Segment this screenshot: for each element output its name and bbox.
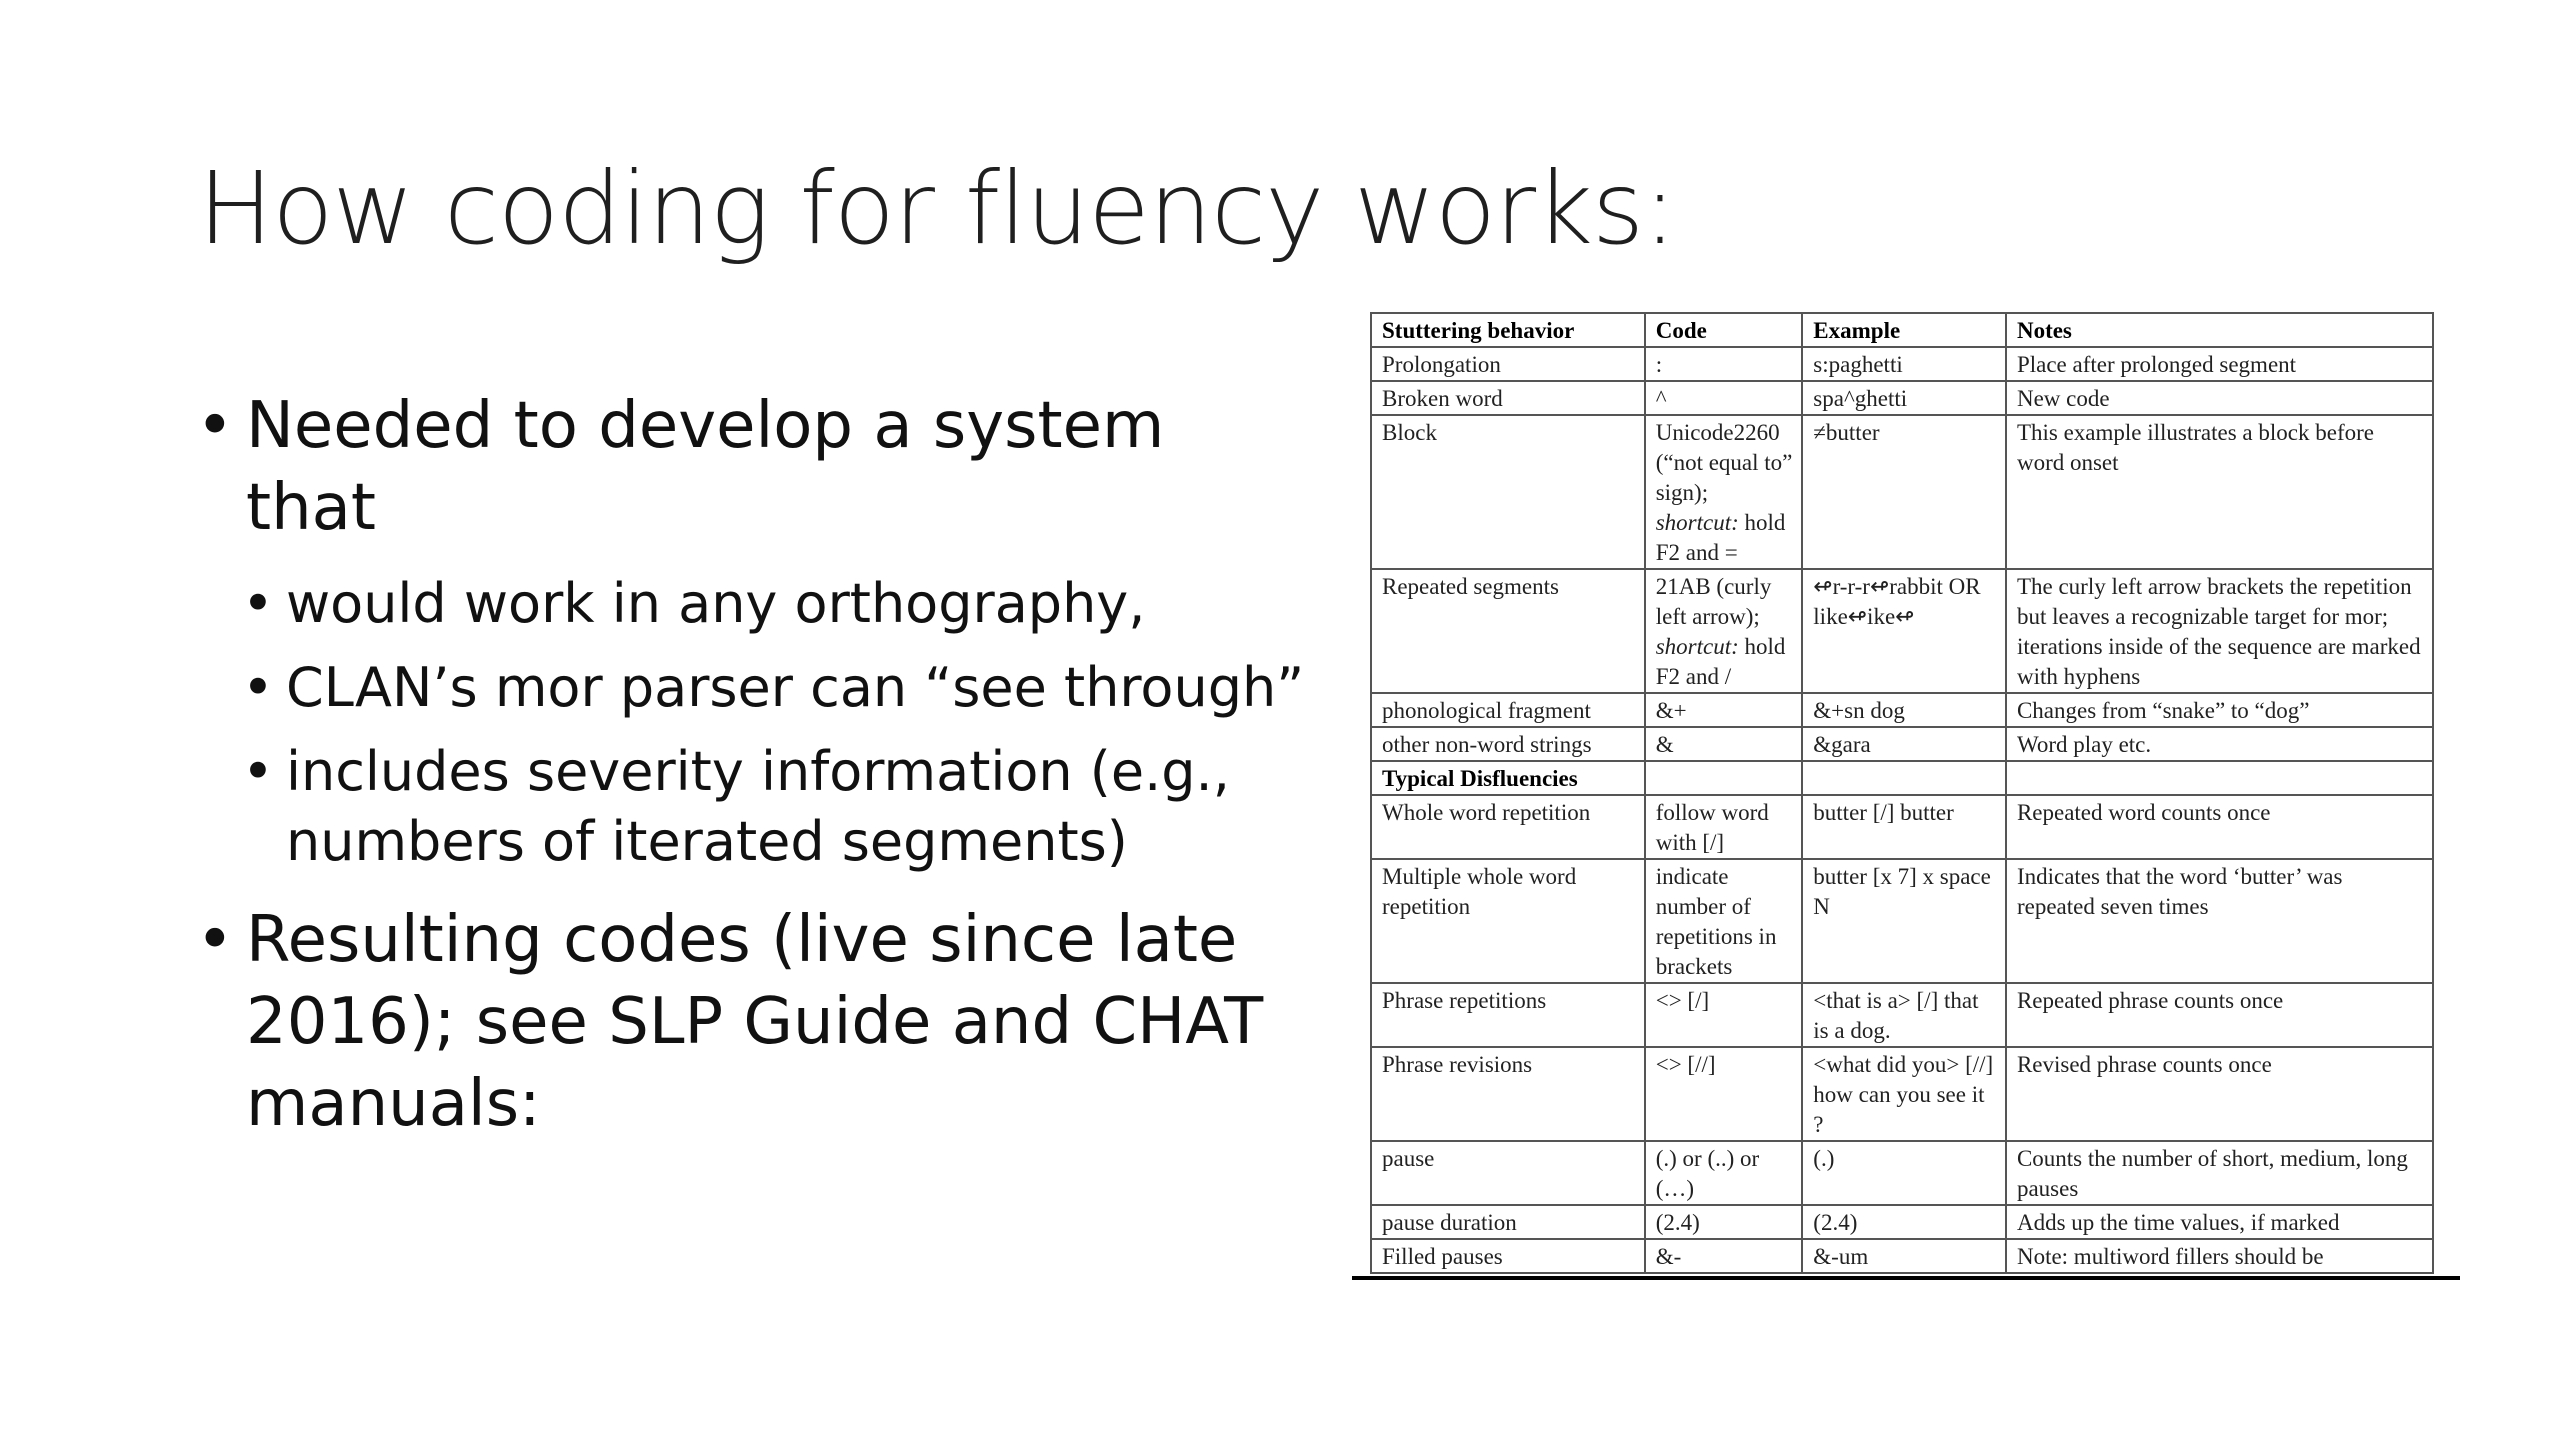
table-cell [1802,761,2006,795]
table-cell: Repeated word counts once [2006,795,2433,859]
bullet-dot-icon: • [242,740,274,803]
header-example: Example [1802,313,2006,347]
sub-bullet-item [190,737,1310,877]
bullet-item [190,385,1310,549]
table-cell [1645,761,1803,795]
table-cell: ^ [1645,381,1803,415]
table-cell: This example illustrates a block before word onset [2006,415,2433,569]
table-cell: Multiple whole word repetition [1371,859,1645,983]
table-cell: Phrase repetitions [1371,983,1645,1047]
bullet-dot-icon: • [196,389,234,463]
bullet-text: Resulting codes (live since late 2016); see SLP Guide and CHAT manuals: [246,903,1264,1141]
table-cell: (.) or (..) or (…) [1645,1141,1803,1205]
sub-bullet-text: would work in any orthography, [286,572,1146,635]
header-code: Code [1645,313,1803,347]
table-cell: butter [x 7] x space N [1802,859,2006,983]
table-row [1371,569,2433,693]
table-cell: Changes from “snake” to “dog” [2006,693,2433,727]
header-stuttering-behavior: Stuttering behavior [1371,313,1645,347]
sub-bullet-item [190,653,1310,723]
table-cell: Revised phrase counts once [2006,1047,2433,1141]
table-row [1371,727,2433,761]
bullet-item [190,899,1310,1145]
table-row [1371,761,2433,795]
table-cell: s:paghetti [1802,347,2006,381]
table-cell: <that is a> [/] that is a dog. [1802,983,2006,1047]
table-cell: & [1645,727,1803,761]
table-cell: New code [2006,381,2433,415]
sub-bullet-text: CLAN’s mor parser can “see through” [286,656,1305,719]
table-cell: The curly left arrow brackets the repetition but leaves a recognizable target for mor; iterations inside of the sequence are marked with hyphens [2006,569,2433,693]
table-cell: Whole word repetition [1371,795,1645,859]
bullet-dot-icon: • [242,656,274,719]
table-cell: 21AB (curly left arrow); shortcut: hold F2 and / [1645,569,1803,693]
table-cell: Adds up the time values, if marked [2006,1205,2433,1239]
table-cell: Unicode2260 (“not equal to” sign); shortcut: hold F2 and = [1645,415,1803,569]
table-cell: spa^ghetti [1802,381,2006,415]
sub-bullet-list [190,569,1310,877]
table-cell: Place after prolonged segment [2006,347,2433,381]
table-cell: Filled pauses [1371,1239,1645,1273]
table-cell: (.) [1802,1141,2006,1205]
table-cell: &+ [1645,693,1803,727]
table-cell: pause [1371,1141,1645,1205]
bullet-dot-icon: • [242,572,274,635]
table-cell: indicate number of repetitions in brackets [1645,859,1803,983]
table-cell: Indicates that the word ‘butter’ was repeated seven times [2006,859,2433,983]
table-cell: : [1645,347,1803,381]
table-cell: <> [//] [1645,1047,1803,1141]
table-row [1371,347,2433,381]
table-cell: phonological fragment [1371,693,1645,727]
table-cell: <> [/] [1645,983,1803,1047]
sub-bullet-item [190,569,1310,639]
table-cell: Repeated phrase counts once [2006,983,2433,1047]
table-cell: &-um [1802,1239,2006,1273]
table-cell: other non-word strings [1371,727,1645,761]
table-cell: Word play etc. [2006,727,2433,761]
fluency-codes-table [1370,312,2434,1274]
slide-title: How coding for fluency works: [198,150,1676,267]
codes-table-figure [1352,312,2460,1280]
header-notes: Notes [2006,313,2433,347]
table-bottom-rule [1352,1276,2460,1280]
table-cell: &+sn dog [1802,693,2006,727]
table-body [1371,347,2433,1273]
table-cell: &- [1645,1239,1803,1273]
table-cell: <what did you> [//] how can you see it ? [1802,1047,2006,1141]
table-cell: Note: multiword fillers should be [2006,1239,2433,1273]
table-cell: ≠butter [1802,415,2006,569]
table-row [1371,1047,2433,1141]
bullet-list [190,385,1310,1165]
table-cell: Counts the number of short, medium, long pauses [2006,1141,2433,1205]
table-row [1371,693,2433,727]
table-row [1371,859,2433,983]
table-row [1371,381,2433,415]
table-cell: Repeated segments [1371,569,1645,693]
table-cell: Phrase revisions [1371,1047,1645,1141]
table-row [1371,795,2433,859]
table-row [1371,1239,2433,1273]
table-header-row [1371,313,2433,347]
table-cell: pause duration [1371,1205,1645,1239]
table-cell: (2.4) [1645,1205,1803,1239]
table-row [1371,1205,2433,1239]
sub-bullet-text: includes severity information (e.g., numbers of iterated segments) [286,740,1230,873]
table-cell: butter [/] butter [1802,795,2006,859]
bullet-dot-icon: • [196,903,234,977]
table-cell: &gara [1802,727,2006,761]
table-row [1371,415,2433,569]
table-cell [2006,761,2433,795]
table-cell: ↫r-r-r↫rabbit OR like↫ike↫ [1802,569,2006,693]
table-row [1371,1141,2433,1205]
table-cell: (2.4) [1802,1205,2006,1239]
table-cell: Typical Disfluencies [1371,761,1645,795]
table-cell: Broken word [1371,381,1645,415]
bullet-text: Needed to develop a system that [246,389,1165,545]
table-cell: Block [1371,415,1645,569]
table-row [1371,983,2433,1047]
table-cell: Prolongation [1371,347,1645,381]
table-cell: follow word with [/] [1645,795,1803,859]
